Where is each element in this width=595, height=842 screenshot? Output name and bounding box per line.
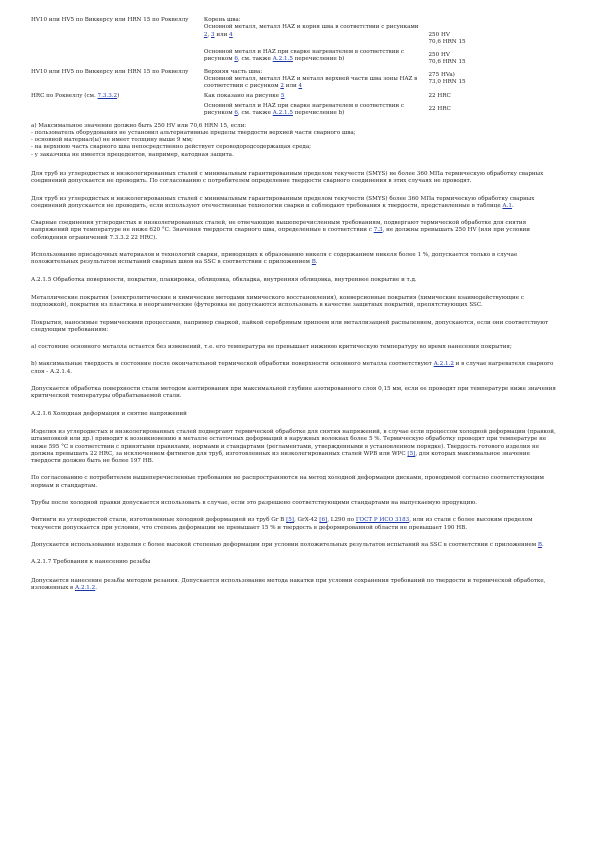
location-text: перечисление b) [292, 55, 345, 62]
paragraph-text: Использование присадочных материалов и технологий сварки, приводящих к образованию никеля с содержанием никеля более 1 %, допускается только в случае положительных результатов испытаний сварных швов на SSC в соответствии с приложением [31, 252, 518, 266]
paragraph: Допускается обработка поверхности стали методом азотирования при максимальной глубине азотированного слоя 0,15 мм, если ее проводят при температуре ниже значения критической температуры обрабатываемой стали. [31, 386, 556, 400]
section-heading: А.2.1.5 Обработка поверхности, покрытия, плакировка, облицовка, обкладка, внутренняя облицовка, внутреннее покрытие и т.д. [31, 276, 417, 283]
figure-link[interactable]: 6 [234, 55, 238, 62]
paragraph-text: , L290 по [327, 517, 356, 524]
figure-link[interactable]: 3 [211, 31, 215, 38]
paragraph-text: , GrX-42 [294, 517, 320, 524]
table-row [31, 17, 506, 49]
table-row [31, 93, 506, 103]
paragraph [31, 578, 560, 593]
hardness-value: 22 HRC [428, 105, 451, 112]
paragraph [31, 220, 560, 242]
clause-link[interactable]: А.2.1.2 [74, 584, 96, 591]
paragraph-text: Допускается нанесение резьбы методом резания. Допускается использование метода накатки при условии сохранения требований по твердости и термической обработке, изложенных в [31, 577, 546, 591]
paragraph-text: Изделия из углеродистых и низколегированных сталей подвергают термической обработке для снятия напряжений, в случае если процессом холодной деформации (правкой, штамповкой или др.) приводит к возникновению в металле остаточных деформаций в наружных волокнах более 5 %. Термическую обработку проводят при температуре не ниже 595 °С в соответствии с принятыми правилами, нормами и стандартами (регламентами, утвержденными в установленном порядке). Твердость готового изделия не должна превышать 22 HRC, за исключением фитингов для труб, изготовленных из низколегированных сталей WPB или WPC [31, 428, 556, 457]
location-text: Верхняя часть шва: Основной металл, металл HAZ и металл верхней части шва зоны HAZ в соответствии с рисунком [203, 68, 418, 90]
location-text: или [283, 83, 299, 90]
paragraph-text: и в случае нагревателя сварного слоя - [31, 361, 554, 375]
reference-link[interactable]: [6] [319, 517, 328, 524]
clause-link[interactable]: А.2.1.5 [272, 109, 293, 116]
table-cell-method [31, 49, 204, 69]
location-text: Основной металл и HAZ при сварке нагревателем в соответствии с рисунком [203, 102, 405, 116]
method-text: HV10 или HV5 по Виккерсу или HRN 15 по Роквеллу [31, 68, 189, 75]
table-cell-location [204, 69, 425, 93]
table-cell-value [424, 49, 506, 69]
table-row [31, 49, 506, 69]
method-text: ) [117, 92, 120, 99]
table-cell-value [424, 103, 506, 120]
clause-link[interactable]: А.2.1.5 [272, 55, 293, 62]
footnote-line: - основной материал(ы) не имеет толщину выше 9 мм; [31, 137, 193, 144]
table-cell-method [31, 69, 204, 93]
paragraph-text: , для которых максимальное значение твердости должно быть не более 197 НВ. [31, 450, 530, 465]
location-text: Основной металл и HAZ при сварке нагревателем в соответствии с рисунком [203, 48, 405, 62]
table-cell-method [31, 17, 204, 49]
paragraph: Трубы после холодной правки допускается использовать в случае, если это разрешено соответствующими стандартами на выпускаемую продукцию. [31, 500, 477, 507]
paragraph-text: , не должны превышать 250 HV (или при условии соблюдения ограничений 7.3.3.2 22 HRC). [31, 227, 530, 241]
figure-link[interactable]: 2 [280, 83, 284, 90]
paragraph: По согласованию с потребителем вышеперечисленные требования не распространяются на метод холодной деформации дисками, проводимой согласно соответствующим нормам и стандартам. [31, 475, 544, 489]
paragraph-text: Фитинги из углеродистой стали, изготовленные холодной деформацией из труб Gr B [31, 517, 287, 524]
table-cell-location: Корень шва: Основной металл, металл HAZ и корня шва в соответствии с рисунками 2, 3 или 4 [203, 17, 419, 38]
location-text: Корень шва: Основной металл, металл HAZ и корня шва в соответствии с рисунками [203, 17, 419, 31]
paragraph-text: . [95, 584, 97, 591]
appendix-link[interactable]: В [311, 259, 316, 266]
location-text: Как показано на рисунке [203, 92, 281, 99]
hardness-value: 250 HV 70,6 HRN 15 [428, 51, 466, 65]
table-cell-method [31, 103, 204, 120]
table-row [31, 103, 506, 120]
paragraph-text: . [315, 259, 318, 266]
paragraph [31, 517, 560, 532]
table-cell-location [204, 103, 425, 120]
table-link[interactable]: А.1 [502, 202, 512, 209]
method-text: HRC по Роквеллу (см. [31, 92, 98, 99]
clause-link[interactable]: 7.3.3.2 [97, 92, 118, 99]
paragraph [31, 252, 560, 267]
footnote-line: - на верхнюю часть сварного шва непосредственно действует сероводородсодержащая среда; [31, 144, 312, 151]
section-heading: А.2.1.7 Требования к нанесению резьбы [31, 559, 151, 566]
location-text: перечисление b) [292, 109, 345, 116]
section-heading: А.2.1.6 Холодная деформация и снятие напряжений [31, 410, 187, 417]
location-text: или [214, 31, 230, 38]
paragraph-text: . [542, 541, 544, 548]
table-cell-value [424, 17, 506, 49]
figure-link[interactable]: 5 [280, 92, 285, 99]
figure-link[interactable]: 4 [298, 83, 303, 90]
paragraph-text: . [70, 368, 73, 375]
paragraph [31, 196, 560, 211]
paragraph: Для труб из углеродистых и низколегированных сталей с минимальным гарантированным пределом текучести (SMYS) не более 360 МПа термическую обработку сварных соединений допускается не проводить. По согласованию с потребителем определение твердости сварного соединения в этих случаях не проводят. [31, 171, 544, 185]
paragraph [31, 361, 560, 376]
table-row [31, 69, 506, 93]
reference-link[interactable]: [5] [407, 450, 416, 457]
paragraph [31, 429, 560, 465]
appendix-link[interactable]: В [537, 541, 543, 548]
paragraph-text: . [511, 202, 514, 209]
figure-link[interactable]: 4 [229, 31, 233, 38]
paragraph-text: b) максимальные твердость и состояние после окончательной термической обработки поверхности основного металла соответствуют [31, 361, 434, 368]
method-text: HV10 или HV5 по Виккерсу или HRN 15 по Роквеллу [31, 17, 189, 23]
clause-link[interactable]: 7.3 [373, 227, 383, 234]
paragraph: Покрытия, наносимые термическими процессами, например сваркой, пайкой серебряным припоем или металлизацией распылением, допускаются, если они соответствуют следующим требованиям: [31, 319, 549, 333]
clause-ref: А.2.1.4 [50, 368, 71, 375]
table-footnotes [31, 123, 560, 159]
table-cell-location [204, 49, 425, 69]
hardness-value: 22 HRC [428, 92, 451, 99]
hardness-table [31, 17, 506, 120]
table-cell-value [424, 69, 506, 93]
clause-link[interactable]: А.2.1.2 [433, 361, 454, 368]
standard-link[interactable]: ГОСТ Р ИСО 3183 [355, 517, 410, 524]
figure-link[interactable]: 2 [203, 31, 208, 38]
hardness-value: 250 HV 70,6 HRN 15 [428, 31, 466, 45]
figure-link[interactable]: 6 [234, 109, 238, 116]
paragraph: Металлические покрытия (электролитические и химические методами химического восстановления), конверсионные покрытия (химические взаимодействующие с подложкой), покрытия из пластика и неорганические (футеровка не допускаются использовать в качестве защитных покрытий, препятствующих SSC. [31, 294, 524, 309]
footnote-line: - у заказчика не имеется прецедентов, например, катодная защита. [31, 151, 234, 158]
location-text: , см. также [237, 55, 273, 62]
table-cell-location [204, 93, 425, 103]
paragraph: а) состояние основного металла остается без изменений, т.е. его температура не превышает нижнюю критическую температуру во время нанесения покрытия; [31, 344, 512, 351]
table-cell-value [424, 93, 506, 103]
hardness-value: 275 HVa) 73,0 HRN 15 [428, 71, 466, 85]
footnote-line: а) Максимальное значение должно быть 250 HV или 70,6 HRN 15, если: [31, 122, 247, 129]
location-text: , см. также [237, 109, 273, 116]
paragraph-text: Сварные соединения углеродистых и низколегированных сталей, не отвечающие вышеперечисленным требованиям, подвергают термической обработке для снятия напряжений при температуре не ниже 620 °С. Значения твердости сварного шва, определенные в соответствии с [31, 220, 527, 234]
paragraph [31, 542, 560, 549]
footnote-line: - пользователь оборудования не установил альтернативные пределы твердости верхней части сварного шва; [31, 129, 356, 136]
paragraph-text: Для труб из углеродистых и низколегированных сталей с минимальным гарантированным пределом текучести (SMYS) более 360 МПа термическую обработку сварных соединений допускается не проводить, если используют отечественные технологии сварки и соблюдают требования к твердости, представленные в таблице [31, 195, 535, 209]
paragraph-text: Допускается использование изделия с более высокой степенью деформации при условии положительных результатов испытаний на SSC в соответствии с приложением [31, 541, 538, 548]
table-cell-method [31, 93, 204, 103]
paragraph-text: , или из стали с более высоким пределом текучести допускается при условии, что степень деформации не превышает 15 % и твердость в деформированной области не превышает 190 НВ. [31, 517, 533, 531]
reference-link[interactable]: [5] [286, 517, 294, 524]
